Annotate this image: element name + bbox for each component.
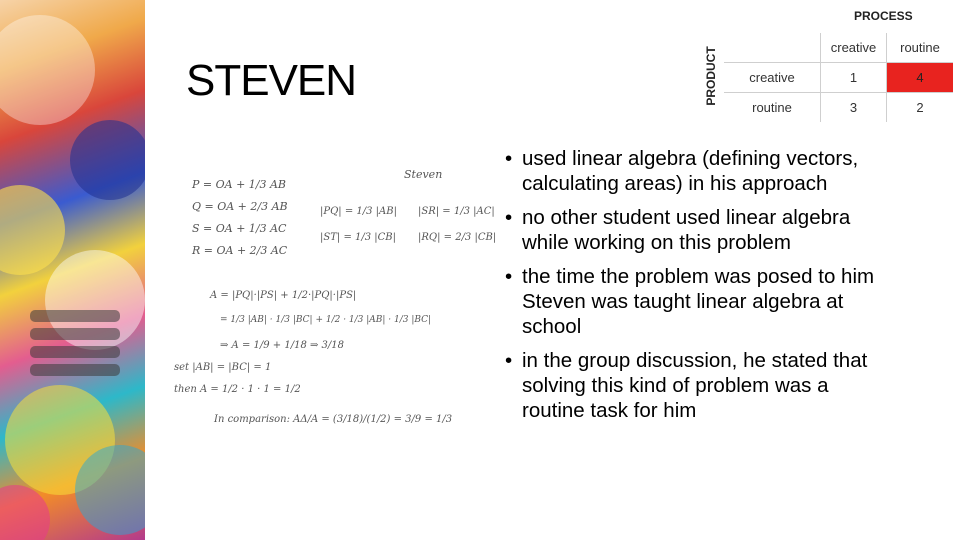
matrix-cell: 3 [821,93,887,123]
handwritten-line: |SR| = 1/3 |AC| [418,206,495,217]
handwritten-line: In comparison: AΔ/A = (3/18)/(1/2) = 3/9 = 1/3 [214,414,453,425]
handwritten-line: set |AB| = |BC| = 1 [174,362,272,373]
handwritten-line: A = |PQ|·|PS| + 1/2·|PQ|·|PS| [210,290,357,301]
handwritten-line: |ST| = 1/3 |CB| [320,232,397,243]
matrix-cell: 1 [821,63,887,93]
handwritten-line: then A = 1/2 · 1 · 1 = 1/2 [174,384,301,395]
bullet-list [500,146,892,432]
handwritten-line: S = OA + 1/3 AC [192,222,287,235]
matrix-column-header: creative [821,33,887,63]
matrix-table [724,33,953,122]
matrix-corner-cell [724,33,821,63]
bullet-item: • used linear algebra (defining vectors, calculating areas) in his approach [500,146,892,196]
handwritten-line: R = OA + 2/3 AC [192,244,288,257]
handwritten-line: = 1/3 |AB| · 1/3 |BC| + 1/2 · 1/3 |AB| · 1/3 |BC| [220,315,432,325]
matrix-cell-highlighted: 4 [887,63,954,93]
bullet-item: • in the group discussion, he stated that solving this kind of problem was a routine task for him [500,348,892,423]
handwritten-line: ⇒ A = 1/9 + 1/18 ⇒ 3/18 [220,340,344,351]
handwritten-name: Steven [404,168,443,181]
decorative-art-strip [0,0,145,540]
handwritten-line: |RQ| = 2/3 |CB| [418,232,497,243]
bullet-item: • the time the problem was posed to him Steven was taught linear algebra at school [500,264,892,339]
process-axis-label: PROCESS [854,9,913,23]
handwritten-line: P = OA + 1/3 AB [192,178,287,191]
handwritten-notes-image [168,148,498,438]
matrix-row-header: routine [724,93,821,123]
matrix-row-header: creative [724,63,821,93]
handwritten-line: |PQ| = 1/3 |AB| [320,206,397,217]
bullet-item: • no other student used linear algebra while working on this problem [500,205,892,255]
page-title: STEVEN [186,56,357,105]
product-axis-label: PRODUCT [704,46,718,106]
handwritten-line: Q = OA + 2/3 AB [192,200,288,213]
matrix-column-header: routine [887,33,954,63]
matrix-cell: 2 [916,100,924,115]
lightbulb-illustration-icon [0,0,145,540]
